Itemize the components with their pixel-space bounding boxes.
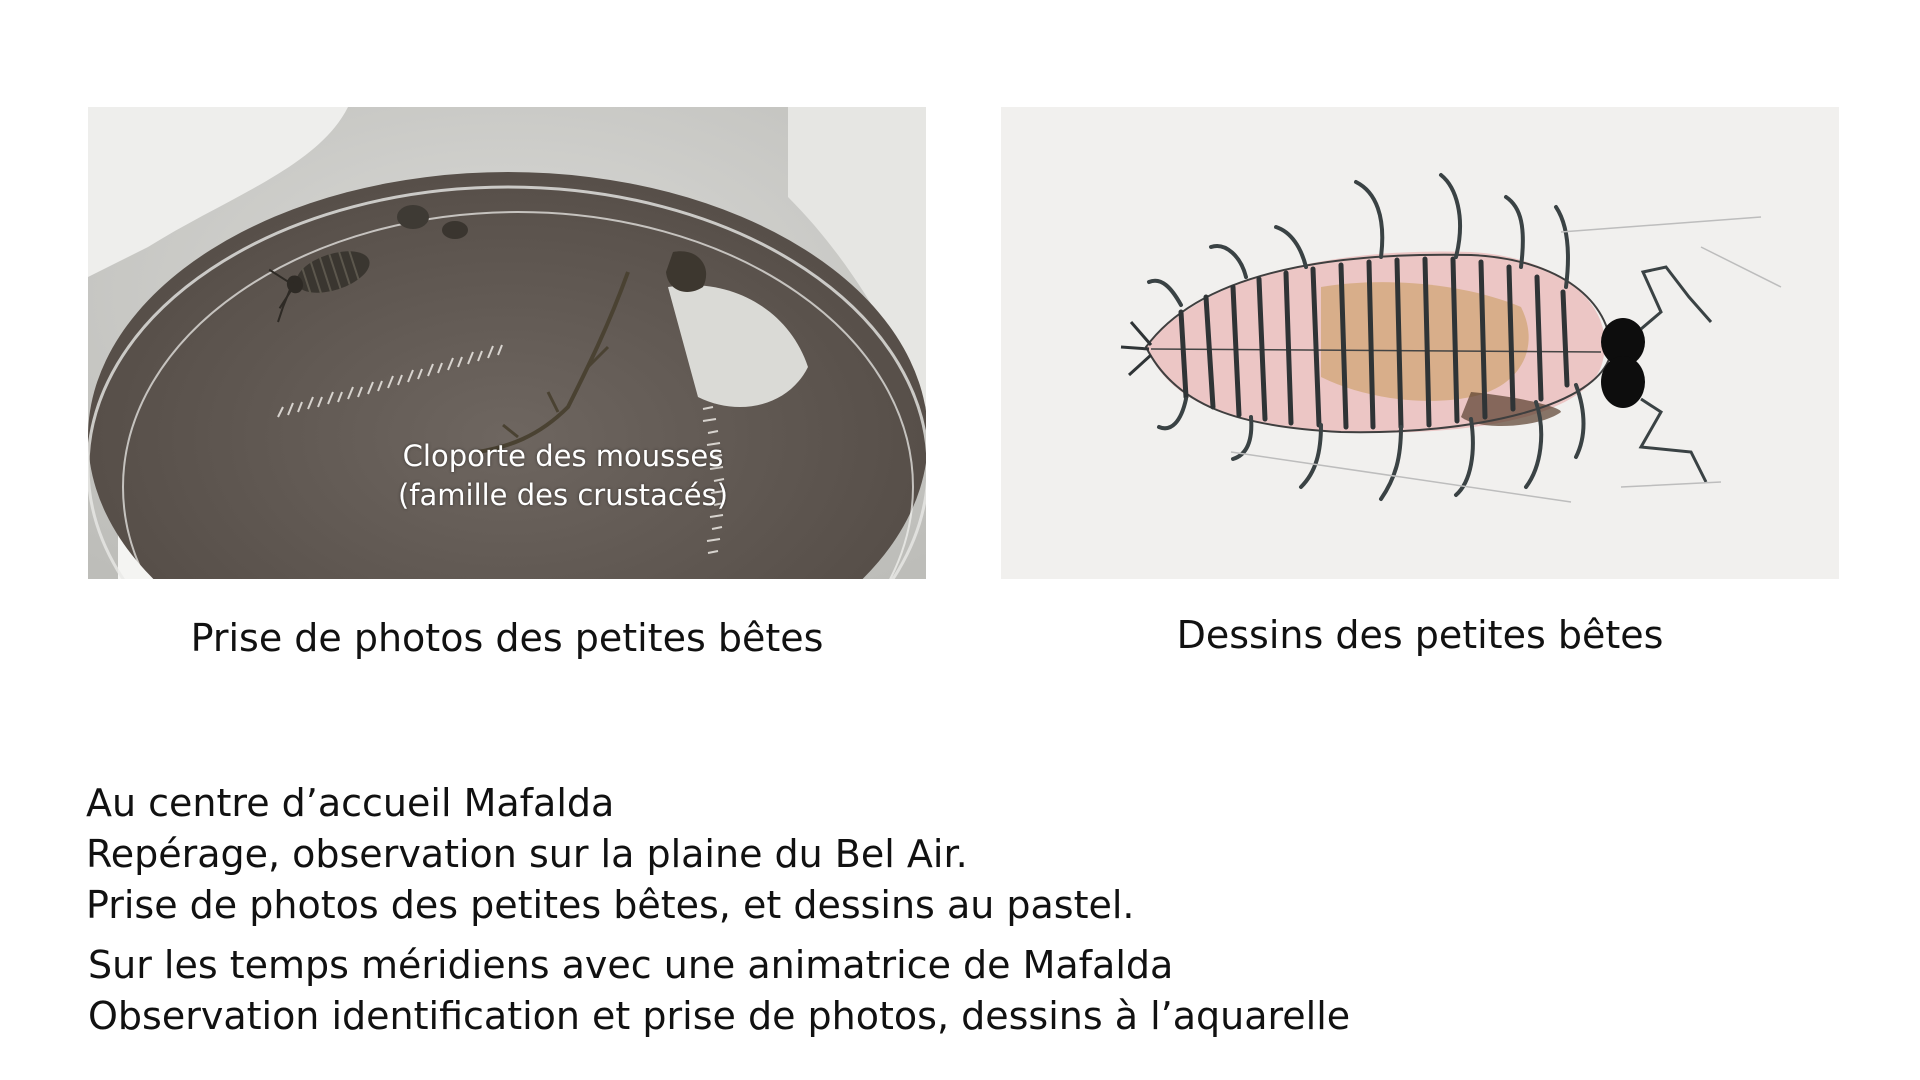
- notes-line: Prise de photos des petites bêtes, et dessins au pastel.: [86, 883, 1135, 927]
- notes-line: Observation identification et prise de photos, dessins à l’aquarelle: [88, 994, 1351, 1038]
- photo-caption: Prise de photos des petites bêtes: [190, 616, 824, 660]
- notes-temps-meridiens: [88, 940, 1350, 1042]
- drawing-caption: Dessins des petites bêtes: [1176, 613, 1664, 657]
- notes-centre-accueil: [86, 778, 1135, 931]
- species-label-line-2: (famille des crustacés): [397, 478, 729, 512]
- species-label: [378, 437, 748, 515]
- notes-line: Sur les temps méridiens avec une animatrice de Mafalda: [88, 943, 1174, 987]
- notes-line: Repérage, observation sur la plaine du Bel Air.: [86, 832, 968, 876]
- species-label-line-1: Cloporte des mousses: [402, 439, 724, 473]
- notes-line: Au centre d’accueil Mafalda: [86, 781, 615, 825]
- woodlouse-drawing: [1001, 107, 1839, 579]
- woodlouse-photo: [88, 107, 926, 579]
- drawing-image: [1001, 107, 1839, 579]
